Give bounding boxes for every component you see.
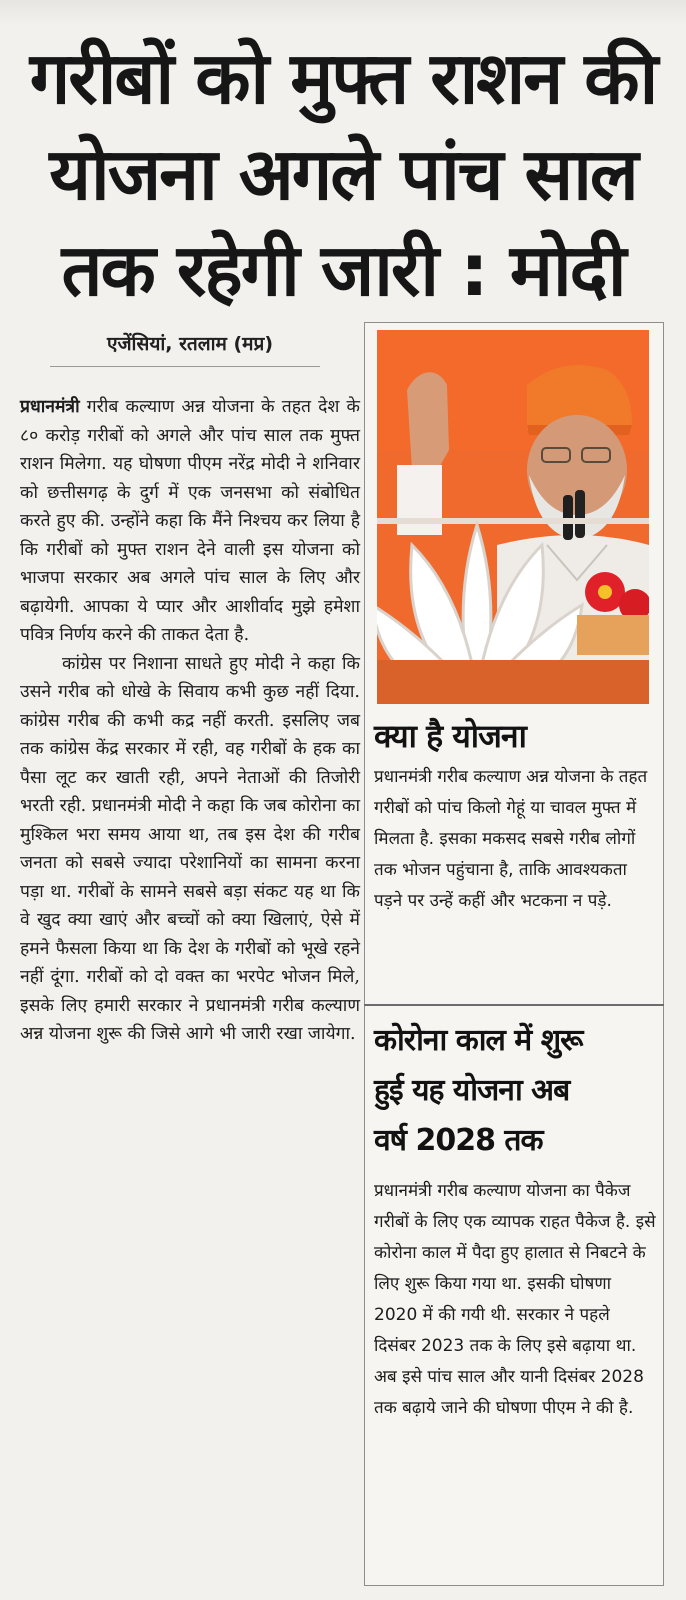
sidebar-divider: [364, 1004, 664, 1006]
article-body: [20, 393, 360, 1049]
article-paragraph-2: कांग्रेस पर निशाना साधते हुए मोदी ने कहा कि उसने गरीब को धोखे के सिवाय कभी कुछ नहीं दिया. कांग्रेस गरीब की कभी कद्र नहीं करती. इसलिए जब तक कांग्रेस केंद्र सरकार में रही, वह गरीबों के हक का पैसा लूट कर खाती रही, अपने नेताओं की तिजोरी भरती रही. प्रधानमंत्री मोदी ने कहा कि जब कोरोना का मुश्किल भरा समय आया था, तब इस देश की गरीब जनता को सबसे ज्यादा परेशानियों का सामना करना पड़ा था. गरीबों के सामने सबसे बड़ा संकट यह था कि वे खुद क्या खाएं और बच्चों को क्या खिलाएं, ऐसे में हमने फैसला किया था कि देश के गरीबों को भूखे रहने नहीं दूंगा. गरीबों को दो वक्त का भरपेट भोजन मिले, इसके लिए हमारी सरकार ने प्रधानमंत्री गरीब कल्याण अन्न योजना शुरू की जिसे आगे भी जारी रखा जायेगा.: [20, 653, 360, 1044]
sidebar-heading-2: [374, 1016, 654, 1166]
speaker-photo-illustration: [377, 330, 649, 704]
headline-line-1: गरीबों को मुफ्त राशन की: [29, 36, 657, 120]
headline-line-2: योजना अगले पांच साल: [49, 132, 637, 216]
article-paragraph-1: [20, 393, 360, 650]
speaker-photo: [377, 330, 649, 704]
headline-line-3: तक रहेगी जारी : मोदी: [61, 228, 625, 312]
sidebar-heading-2-line-1: कोरोना काल में शुरू: [374, 1023, 583, 1058]
sidebar-heading-2-line-3: वर्ष 2028 तक: [374, 1123, 543, 1158]
sidebar-heading-1: क्या है योजना: [374, 717, 526, 755]
sidebar-text-1: प्रधानमंत्री गरीब कल्याण अन्न योजना के तहत गरीबों को पांच किलो गेहूं या चावल मुफ्त में मिलता है. इसका मकसद सबसे गरीब लोगों तक भोजन पहुंचाना है, ताकि आवश्यकता पड़ने पर उन्हें कहीं और भटकना न पड़े.: [374, 767, 648, 911]
page-top-strip: [0, 0, 686, 26]
byline-rule: [50, 366, 320, 367]
headline: [0, 30, 686, 318]
byline: एजेंसियां, रतलाम (मप्र): [106, 333, 274, 355]
article-lead-word: प्रधानमंत्री: [20, 397, 80, 417]
article-paragraph-1-text: गरीब कल्याण अन्न योजना के तहत देश के ८० करोड़ गरीबों को अगले और पांच साल तक मुफ्त राशन मिलेगा. यह घोषणा पीएम नरेंद्र मोदी ने शनिवार को छत्तीसगढ़ के दुर्ग में एक जनसभा को संबोधित करते हुए की. उन्होंने कहा कि मैंने निश्चय कर लिया है कि गरीबों को मुफ्त राशन देने वाली इस योजना को भाजपा सरकार अब अगले पांच साल के लिए और बढ़ायेगी. आपका ये प्यार और आशीर्वाद मुझे हमेशा पवित्र निर्णय करने की ताकत देता है.: [20, 397, 360, 645]
sidebar-heading-2-line-2: हुई यह योजना अब: [374, 1073, 570, 1108]
sidebar-text-2: प्रधानमंत्री गरीब कल्याण योजना का पैकेज गरीबों के लिए एक व्यापक राहत पैकेज है. इसे कोरोना काल में पैदा हुए हालात से निबटने के लिए शुरू किया गया था. इसकी घोषणा 2020 में की गयी थी. सरकार ने पहले दिसंबर 2023 तक के लिए इसे बढ़ाया था. अब इसे पांच साल और यानी दिसंबर 2028 तक बढ़ाये जाने की घोषणा पीएम ने की है.: [374, 1181, 656, 1418]
